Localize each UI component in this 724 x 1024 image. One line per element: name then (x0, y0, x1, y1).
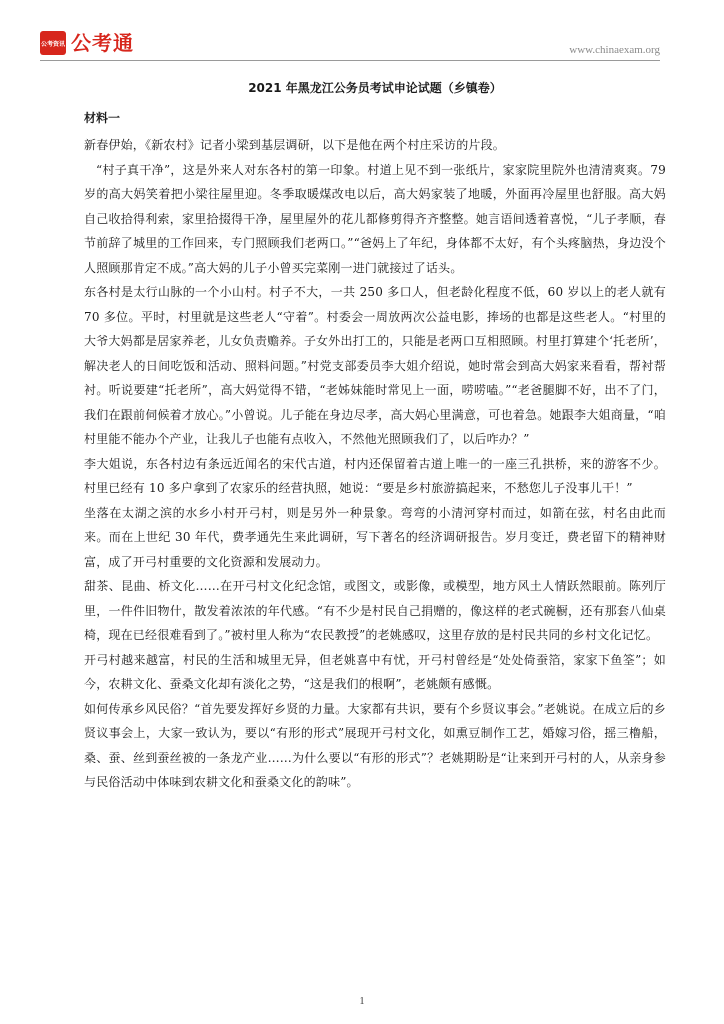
paragraph-6: 甜茶、昆曲、桥文化……在开弓村文化纪念馆，或图文，或影像，或模型，地方风土人情跃然眼前。陈列厅里，一件件旧物什，散发着浓浓的年代感。“有不少是村民自己捐赠的，像这样的老式碗橱，还有那套八仙桌椅，现在已经很难看到了。”被村里人称为“农民教授”的老姚感叹，这里存放的是村民共同的乡村文化记忆。 (84, 579, 666, 642)
paragraph-2: “村子真干净”，这是外来人对东各村的第一印象。村道上见不到一张纸片，家家院里院外也清清爽爽。79 岁的高大妈笑着把小梁往屋里迎。冬季取暖煤改电以后，高大妈家装了地暖，外面再冷屋里也舒服。高大妈自己收拾得利索，家里拾掇得干净，屋里屋外的花儿都修剪得齐齐整整。她言语间透着喜悦，“儿子孝顺，春节前辞了城里的工作回来，专门照顾我们老两口。”“爸妈上了年纪，身体都不太好，有个头疼脑热，身边没个人照顾那肯定不成。”高大妈的儿子小曾买完菜刚一进门就接过了话头。 (84, 162, 666, 275)
site-url[interactable]: www.chinaexam.org (569, 44, 660, 56)
logo-badge-icon: 公考资讯 (40, 31, 66, 55)
paragraph-8: 如何传承乡风民俗？“首先要发挥好乡贤的力量。大家都有共识，要有个乡贤议事会。”老姚说。在成立后的乡贤议事会上，大家一致认为，要以“有形的形式”展现开弓村文化，如熏豆制作工艺，婚嫁习俗，摇三橹船，桑、蚕、丝到蚕丝被的一条龙产业……为什么要以“有形的形式”？老姚期盼是“让来到开弓村的人，从亲身参与民俗活动中体味到农耕文化和蚕桑文化的韵味”。 (84, 701, 666, 789)
page-header (0, 0, 724, 62)
paragraph-5: 坐落在太湖之滨的水乡小村开弓村，则是另外一种景象。弯弯的小清河穿村而过，如箭在弦，村名由此而来。而在上世纪 30 年代，费孝通先生来此调研，写下著名的经济调研报告。岁月变迁，费老留下的精神财富，成了开弓村重要的文化资源和发展动力。 (84, 505, 666, 569)
section-title: 材料一 (84, 111, 121, 125)
paragraph-1: 新春伊始，《新农村》记者小梁到基层调研，以下是他在两个村庄采访的片段。 (84, 138, 506, 152)
paragraph-4: 李大姐说，东各村边有条远近闻名的宋代古道，村内还保留着古道上唯一的一座三孔拱桥，来的游客不少。村里已经有 10 多户拿到了农家乐的经营执照，她说：“要是乡村旅游搞起来，不愁您儿子没事儿干！” (84, 456, 666, 495)
document-title: 2021 年黑龙江公务员考试申论试题（乡镇卷） (248, 81, 502, 95)
logo-text: 公考通 (71, 31, 134, 55)
logo[interactable] (40, 31, 134, 55)
page-number: 1 (359, 996, 365, 1007)
document-body (84, 78, 666, 795)
paragraph-7: 开弓村越来越富，村民的生活和城里无异，但老姚喜中有忧，开弓村曾经是“处处倚蚕箔，家家下鱼筌”；如今，农耕文化、蚕桑文化却有淡化之势，“这是我们的根啊”，老姚颇有感慨。 (84, 652, 666, 691)
paragraph-3: 东各村是太行山脉的一个小山村。村子不大，一共 250 多口人，但老龄化程度不低，60 岁以上的老人就有 70 多位。平时，村里就是这些老人“守着”。村委会一周放两次公益电影，捧场的也都是这些老人。“村里的大爷大妈都是居家养老，儿女负责赡养。子女外出打工的，只能是老两口互相照顾。村里打算建个‘托老所’，解决老人的日间吃饭和活动、照料问题。”村党支部委员李大姐介绍说，她时常会到高大妈家来看看，帮衬帮衬。听说要建“托老所”，高大妈觉得不错，“老姊妹能时常见上一面，唠唠嗑。”“老爸腿脚不好，出不了门，我们在跟前伺候着才放心。”小曾说。儿子能在身边尽孝，高大妈心里满意，可也着急。她跟李大姐商量，“咱村里能不能办个产业，让我儿子也能有点收入，不然他光照顾我们了，以后咋办？” (84, 285, 666, 446)
header-divider (40, 60, 660, 61)
